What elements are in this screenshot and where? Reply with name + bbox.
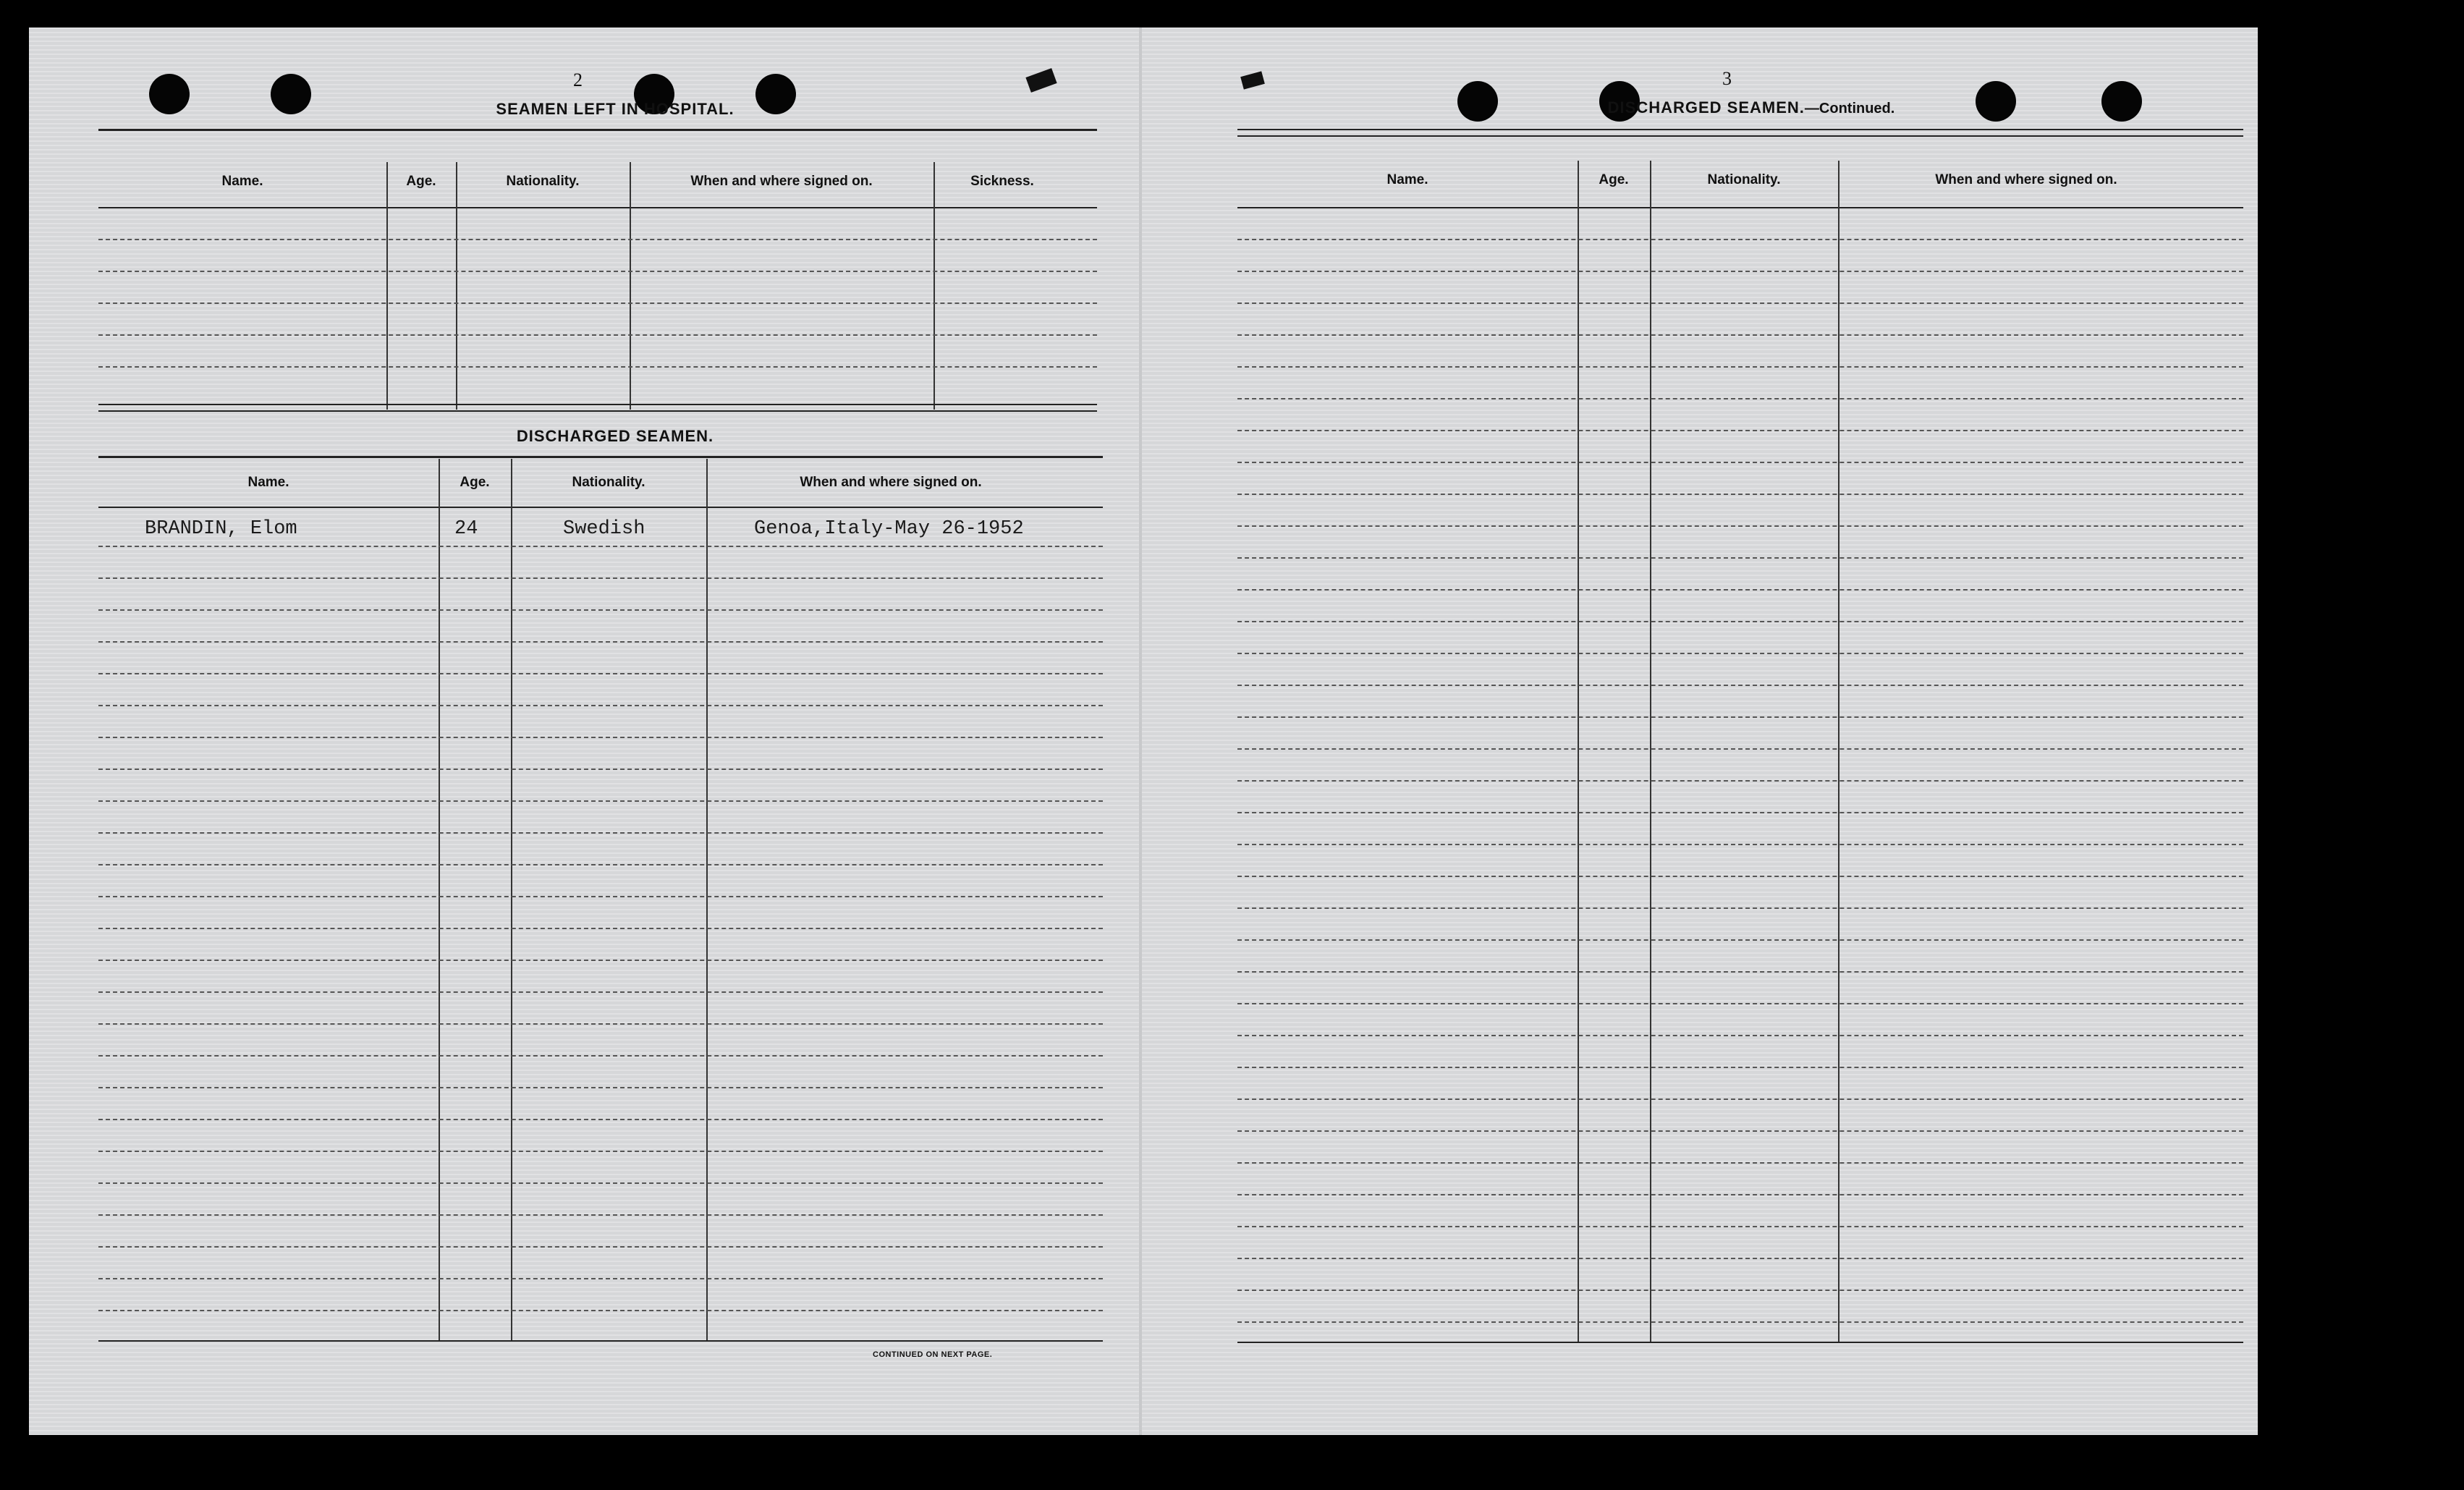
row-line [1237, 1067, 2243, 1068]
col-header-sickness: Sickness. [970, 174, 1034, 189]
col-divider [933, 162, 935, 410]
col-header-age: Age. [1599, 172, 1629, 187]
row-line [98, 832, 1103, 834]
row-line [1237, 812, 2243, 813]
table-top-rule [98, 456, 1103, 458]
row-line [1237, 430, 2243, 431]
continued-note: CONTINUED ON NEXT PAGE. [873, 1350, 993, 1359]
row-line [98, 1214, 1103, 1216]
page-number: 3 [1722, 68, 1732, 89]
col-divider [630, 162, 631, 410]
row-line [1237, 907, 2243, 909]
row-line [1237, 1226, 2243, 1227]
col-divider [386, 162, 388, 410]
col-divider [1578, 161, 1579, 1342]
col-header-nationality: Nationality. [572, 475, 645, 490]
table-bottom-rule [98, 404, 1097, 412]
row-line [98, 705, 1103, 706]
header-bottom-rule [98, 507, 1103, 508]
table-top-rule [98, 129, 1097, 131]
row-line [98, 800, 1103, 802]
row-line [98, 239, 1097, 240]
punch-hole [149, 74, 190, 114]
row-line [1237, 1194, 2243, 1195]
row-line [1237, 876, 2243, 877]
row-line [98, 737, 1103, 738]
right-page [1143, 27, 2258, 1435]
discharged-table [98, 456, 1103, 1353]
row-line [1237, 1130, 2243, 1132]
col-divider [706, 459, 708, 1342]
title-suffix: —Continued. [1804, 101, 1895, 117]
hospital-table [98, 129, 1097, 418]
row-line [98, 1182, 1103, 1184]
col-header-age: Age. [460, 475, 490, 490]
row-line [98, 1119, 1103, 1120]
punch-hole [2101, 81, 2142, 122]
row-line [1237, 844, 2243, 845]
col-divider [1650, 161, 1651, 1342]
col-header-signed-on: When and where signed on. [800, 475, 982, 490]
document-sheet [29, 27, 2258, 1435]
row-line [1237, 780, 2243, 782]
col-header-name: Name. [221, 174, 263, 189]
row-line [1237, 1099, 2243, 1100]
row-line [98, 577, 1103, 579]
row-line [98, 302, 1097, 304]
row-line [1237, 716, 2243, 718]
row-line [1237, 1003, 2243, 1004]
row-line [1237, 334, 2243, 336]
col-header-nationality: Nationality. [506, 174, 580, 189]
entry-signed-on: Genoa,Italy-May 26-1952 [754, 518, 1024, 540]
row-line [1237, 494, 2243, 495]
entry-age: 24 [454, 518, 478, 540]
left-page [29, 27, 1143, 1435]
row-line [1237, 589, 2243, 591]
row-line [1237, 1290, 2243, 1291]
col-header-signed-on: When and where signed on. [690, 174, 873, 189]
center-fold [1139, 27, 1142, 1435]
row-line [98, 1310, 1103, 1311]
row-line [1237, 1162, 2243, 1164]
row-line [98, 673, 1103, 674]
col-header-name: Name. [1386, 172, 1428, 187]
row-line [98, 864, 1103, 865]
row-line [98, 1023, 1103, 1025]
discharged-section-title: DISCHARGED SEAMEN. [516, 427, 714, 445]
entry-nationality: Swedish [563, 518, 645, 540]
row-line [1237, 557, 2243, 559]
row-line [98, 991, 1103, 993]
hospital-section-title: SEAMEN LEFT IN HOSPITAL. [496, 100, 734, 118]
punch-hole [271, 74, 311, 114]
row-line [1237, 653, 2243, 654]
row-line [1237, 1035, 2243, 1036]
punch-hole [1457, 81, 1498, 122]
row-line [98, 334, 1097, 336]
ink-mark [1240, 71, 1265, 89]
row-line [98, 1055, 1103, 1057]
row-line [1237, 462, 2243, 463]
row-line [98, 1151, 1103, 1152]
row-line [98, 960, 1103, 961]
row-line [1237, 1321, 2243, 1323]
col-divider [511, 459, 512, 1342]
row-line [98, 546, 1103, 547]
row-line [1237, 271, 2243, 272]
row-line [98, 928, 1103, 929]
row-line [98, 1087, 1103, 1088]
row-line [1237, 1258, 2243, 1259]
row-line [98, 271, 1097, 272]
row-line [1237, 302, 2243, 304]
row-line [98, 366, 1097, 368]
row-line [1237, 971, 2243, 973]
row-line [1237, 685, 2243, 686]
table-bottom-rule [98, 1340, 1103, 1342]
punch-hole [1976, 81, 2016, 122]
header-bottom-rule [1237, 207, 2243, 208]
row-line [98, 896, 1103, 897]
col-divider [1838, 161, 1839, 1342]
discharged-continued-table [1237, 129, 2243, 1352]
header-bottom-rule [98, 207, 1097, 208]
row-line [98, 1246, 1103, 1248]
row-line [1237, 621, 2243, 622]
ink-mark [1025, 68, 1057, 93]
col-header-nationality: Nationality. [1707, 172, 1781, 187]
row-line [1237, 748, 2243, 750]
col-header-age: Age. [406, 174, 436, 189]
discharged-continued-title [1570, 98, 1932, 117]
page-number: 2 [573, 69, 583, 90]
row-line [98, 641, 1103, 643]
col-header-signed-on: When and where signed on. [1935, 172, 2117, 187]
col-divider [439, 459, 440, 1342]
title-main: DISCHARGED SEAMEN. [1607, 98, 1805, 117]
table-top-rule [1237, 129, 2243, 137]
row-line [1237, 525, 2243, 527]
row-line [98, 769, 1103, 770]
col-header-name: Name. [247, 475, 289, 490]
table-bottom-rule [1237, 1342, 2243, 1343]
row-line [1237, 398, 2243, 399]
col-divider [456, 162, 457, 410]
entry-name: BRANDIN, Elom [145, 518, 297, 540]
row-line [1237, 366, 2243, 368]
row-line [98, 1278, 1103, 1279]
row-line [98, 609, 1103, 611]
row-line [1237, 939, 2243, 941]
row-line [1237, 239, 2243, 240]
